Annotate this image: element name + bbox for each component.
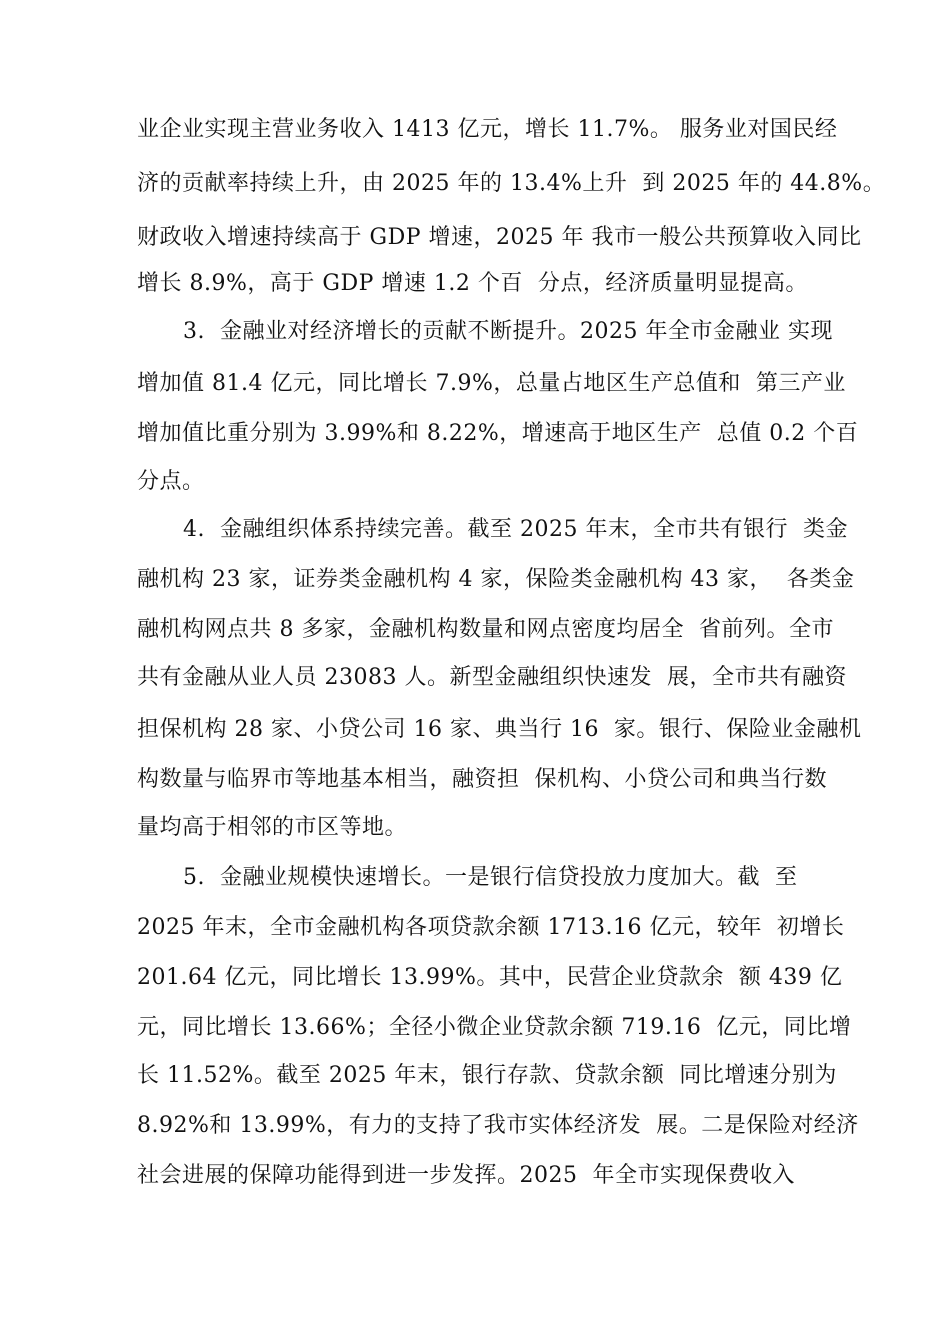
text-line: 长 11.52%。截至 2025 年末，银行存款、贷款余额 同比增速分别为	[137, 1063, 837, 1088]
text-line: 8.92%和 13.99%，有力的支持了我市实体经济发 展。二是保险对经济	[137, 1113, 859, 1138]
text-line: 量均高于相邻的市区等地。	[137, 815, 408, 840]
text-line: 201.64 亿元，同比增长 13.99%。其中，民营企业贷款余 额 439 亿	[137, 965, 843, 990]
text-line: 担保机构 28 家、小贷公司 16 家、典当行 16 家。银行、保险业金融机	[137, 717, 862, 742]
text-line: 增加值 81.4 亿元，同比增长 7.9%，总量占地区生产总值和 第三产业	[137, 371, 846, 396]
text-line: 业企业实现主营业务收入 1413 亿元，增长 11.7%。 服务业对国民经	[137, 117, 838, 142]
text-line: 增加值比重分别为 3.99%和 8.22%，增速高于地区生产 总值 0.2 个百	[137, 421, 859, 446]
text-line: 元，同比增长 13.66%；全径小微企业贷款余额 719.16 亿元，同比增	[137, 1015, 852, 1040]
text-line: 分点。	[137, 469, 205, 494]
text-line: 融机构网点共 8 多家，金融机构数量和网点密度均居全 省前列。全市	[137, 617, 834, 642]
text-line: 济的贡献率持续上升，由 2025 年的 13.4%上升 到 2025 年的 44.8%。	[137, 171, 886, 196]
text-line: 融机构 23 家，证券类金融机构 4 家，保险类金融机构 43 家， 各类金	[137, 567, 855, 592]
text-line: 4. 金融组织体系持续完善。截至 2025 年末，全市共有银行 类金	[183, 517, 848, 542]
text-line: 共有金融从业人员 23083 人。新型金融组织快速发 展，全市共有融资	[137, 665, 847, 690]
text-line: 构数量与临界市等地基本相当，融资担 保机构、小贷公司和典当行数	[137, 767, 827, 792]
text-line: 5. 金融业规模快速增长。一是银行信贷投放力度加大。截 至	[183, 865, 798, 890]
text-line: 社会进展的保障功能得到进一步发挥。2025 年全市实现保费收入	[137, 1163, 795, 1188]
text-line: 3. 金融业对经济增长的贡献不断提升。2025 年全市金融业 实现	[183, 319, 833, 344]
text-line: 2025 年末，全市金融机构各项贷款余额 1713.16 亿元，较年 初增长	[137, 915, 845, 940]
text-line: 财政收入增速持续高于 GDP 增速，2025 年 我市一般公共预算收入同比	[137, 225, 862, 250]
text-line: 增长 8.9%，高于 GDP 增速 1.2 个百 分点，经济质量明显提高。	[137, 271, 808, 296]
